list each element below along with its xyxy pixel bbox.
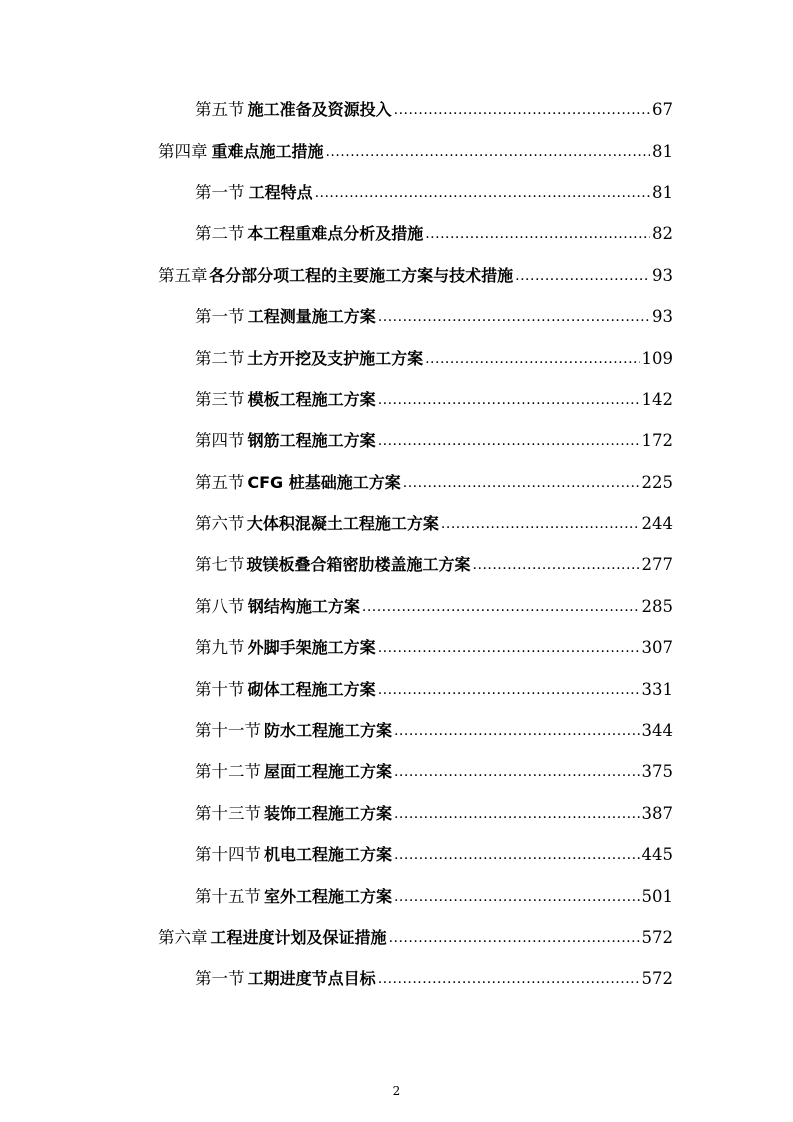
toc-entry-label: 第五章 — [158, 265, 208, 285]
toc-dot-leader — [473, 555, 640, 575]
toc-entry-page-number: 142 — [641, 389, 673, 409]
toc-section-row[interactable] — [0, 173, 793, 214]
toc-entry — [195, 473, 673, 494]
toc-entry-page-number: 93 — [652, 265, 673, 285]
toc-entry — [195, 514, 673, 535]
toc-entry-page-number: 93 — [652, 307, 673, 327]
toc-section-row[interactable] — [0, 504, 793, 545]
toc-dot-leader — [394, 887, 640, 907]
toc-entry-title: 模板工程施工方案 — [247, 389, 376, 409]
toc-entry-title: 工期进度节点目标 — [247, 969, 376, 989]
toc-section-row[interactable] — [0, 959, 793, 1000]
toc-entry-title: 钢筋工程施工方案 — [247, 431, 376, 451]
toc-entry — [195, 762, 673, 783]
toc-dot-leader — [378, 638, 640, 658]
toc-entry-label: 第一节 — [195, 182, 245, 202]
toc-entry-label: 第十一节 — [195, 721, 261, 741]
toc-entry — [195, 349, 673, 370]
toc-entry-title: 室外工程施工方案 — [263, 886, 392, 906]
toc-entry-page-number: 344 — [641, 721, 673, 741]
toc-entry — [195, 638, 673, 659]
toc-dot-leader — [389, 928, 640, 948]
toc-dot-leader — [362, 597, 640, 617]
toc-section-row[interactable] — [0, 876, 793, 917]
toc-entry — [158, 142, 673, 163]
toc-entry — [195, 555, 673, 576]
toc-entry-label: 第六章 — [158, 928, 208, 947]
toc-entry-page-number: 445 — [641, 845, 673, 865]
toc-entry-title: 重难点施工措施 — [211, 141, 324, 161]
toc-entry-label: 第三节 — [195, 389, 245, 409]
toc-dot-leader — [394, 100, 650, 120]
toc-dot-leader — [515, 266, 650, 286]
toc-entry — [195, 845, 673, 866]
toc-entry-label: 第十三节 — [195, 803, 261, 823]
toc-entry-title: 外脚手架施工方案 — [247, 638, 376, 658]
toc-entry-label: 第十四节 — [195, 845, 261, 865]
toc-entry-title: 工程进度计划及保证措施 — [210, 928, 387, 947]
toc-dot-leader — [378, 680, 640, 700]
toc-entry-page-number: 285 — [641, 596, 673, 616]
toc-section-row[interactable] — [0, 669, 793, 710]
toc-chapter-row[interactable] — [0, 256, 793, 297]
toc-dot-leader — [394, 804, 640, 824]
toc-section-row[interactable] — [0, 421, 793, 462]
toc-entry — [195, 804, 673, 825]
toc-entry-label: 第五节 — [195, 472, 245, 492]
toc-entry-label: 第四章 — [158, 141, 208, 161]
toc-entry-page-number: 375 — [641, 762, 673, 782]
toc-entry-page-number: 277 — [641, 555, 673, 575]
toc-entry-title: 玻镁板叠合箱密肋楼盖施工方案 — [246, 555, 471, 575]
toc-entry-label: 第二节 — [195, 348, 245, 368]
toc-entry — [195, 183, 673, 204]
toc-dot-leader — [315, 183, 650, 203]
toc-entry — [195, 307, 673, 328]
toc-entry-page-number: 387 — [641, 803, 673, 823]
toc-entry-page-number: 67 — [652, 100, 673, 120]
toc-entry-label: 第十节 — [195, 679, 245, 699]
toc-entry-label: 第四节 — [195, 431, 245, 451]
toc-entry-page-number: 572 — [641, 928, 673, 947]
toc-dot-leader — [378, 431, 640, 451]
toc-chapter-row[interactable] — [0, 918, 793, 959]
toc-entry — [195, 721, 673, 742]
toc-entry — [158, 266, 673, 287]
toc-entry-title: 钢结构施工方案 — [247, 596, 360, 616]
toc-entry-label: 第十二节 — [195, 762, 261, 782]
toc-section-row[interactable] — [0, 463, 793, 504]
toc-dot-leader — [425, 349, 639, 369]
toc-dot-leader — [394, 762, 640, 782]
toc-entry-label: 第八节 — [195, 596, 245, 616]
toc-entry — [195, 224, 673, 245]
toc-section-row[interactable] — [0, 587, 793, 628]
toc-dot-leader — [403, 473, 640, 493]
toc-entry — [195, 597, 673, 618]
toc-entry-title: 各分部分项工程的主要施工方案与技术措施 — [209, 265, 514, 285]
toc-entry-label: 第九节 — [195, 638, 245, 658]
toc-entry-page-number: 572 — [641, 969, 673, 989]
toc-entry-page-number: 244 — [641, 514, 673, 534]
toc-entry — [195, 431, 673, 452]
table-of-contents — [0, 90, 793, 1001]
toc-entry — [195, 390, 673, 411]
toc-entry-title: 屋面工程施工方案 — [263, 762, 392, 782]
toc-entry-page-number: 331 — [641, 679, 673, 699]
toc-section-row[interactable] — [0, 794, 793, 835]
toc-section-row[interactable] — [0, 214, 793, 255]
toc-entry-label: 第一节 — [195, 307, 245, 327]
toc-entry — [195, 100, 673, 121]
toc-entry — [195, 680, 673, 701]
toc-entry — [195, 969, 673, 990]
toc-dot-leader — [394, 721, 640, 741]
toc-entry-page-number: 307 — [641, 638, 673, 658]
toc-dot-leader — [378, 969, 640, 989]
toc-entry-label: 第七节 — [195, 555, 245, 575]
toc-entry-title: 装饰工程施工方案 — [263, 803, 392, 823]
toc-entry-title: 工程特点 — [248, 182, 313, 202]
toc-entry — [195, 887, 673, 908]
toc-section-row[interactable] — [0, 380, 793, 421]
toc-entry-title: 大体积混凝土工程施工方案 — [246, 514, 439, 534]
toc-entry-title: 施工准备及资源投入 — [247, 100, 392, 120]
toc-section-row[interactable] — [0, 90, 793, 131]
toc-section-row[interactable] — [0, 297, 793, 338]
toc-dot-leader — [441, 514, 640, 534]
toc-entry-title: 土方开挖及支护施工方案 — [247, 348, 424, 368]
toc-section-row[interactable] — [0, 752, 793, 793]
toc-section-row[interactable] — [0, 835, 793, 876]
toc-entry-page-number: 109 — [641, 348, 673, 368]
toc-entry-title: 砌体工程施工方案 — [247, 679, 376, 699]
toc-entry-label: 第五节 — [195, 100, 245, 120]
toc-entry-title: 防水工程施工方案 — [263, 721, 392, 741]
toc-section-row[interactable] — [0, 545, 793, 586]
toc-dot-leader — [425, 224, 650, 244]
toc-dot-leader — [394, 845, 640, 865]
toc-section-row[interactable] — [0, 628, 793, 669]
toc-dot-leader — [378, 307, 650, 327]
toc-entry-title: CFG 桩基础施工方案 — [247, 472, 401, 492]
toc-entry-page-number: 81 — [652, 141, 673, 161]
toc-entry — [158, 928, 673, 949]
page-number: 2 — [392, 1084, 401, 1098]
toc-entry-page-number: 172 — [641, 431, 673, 451]
toc-entry-label: 第十五节 — [195, 886, 261, 906]
toc-entry-title: 本工程重难点分析及措施 — [247, 224, 424, 244]
toc-entry-title: 工程测量施工方案 — [247, 307, 376, 327]
toc-entry-label: 第二节 — [195, 224, 245, 244]
toc-entry-title: 机电工程施工方案 — [263, 845, 392, 865]
toc-entry-page-number: 82 — [652, 224, 673, 244]
toc-section-row[interactable] — [0, 338, 793, 379]
toc-entry-page-number: 225 — [641, 472, 673, 492]
toc-section-row[interactable] — [0, 711, 793, 752]
toc-dot-leader — [378, 390, 640, 410]
toc-entry-page-number: 81 — [652, 182, 673, 202]
toc-entry-label: 第六节 — [195, 514, 245, 534]
toc-chapter-row[interactable] — [0, 131, 793, 172]
toc-entry-page-number: 501 — [641, 886, 673, 906]
toc-dot-leader — [325, 142, 650, 162]
toc-entry-label: 第一节 — [195, 969, 245, 989]
